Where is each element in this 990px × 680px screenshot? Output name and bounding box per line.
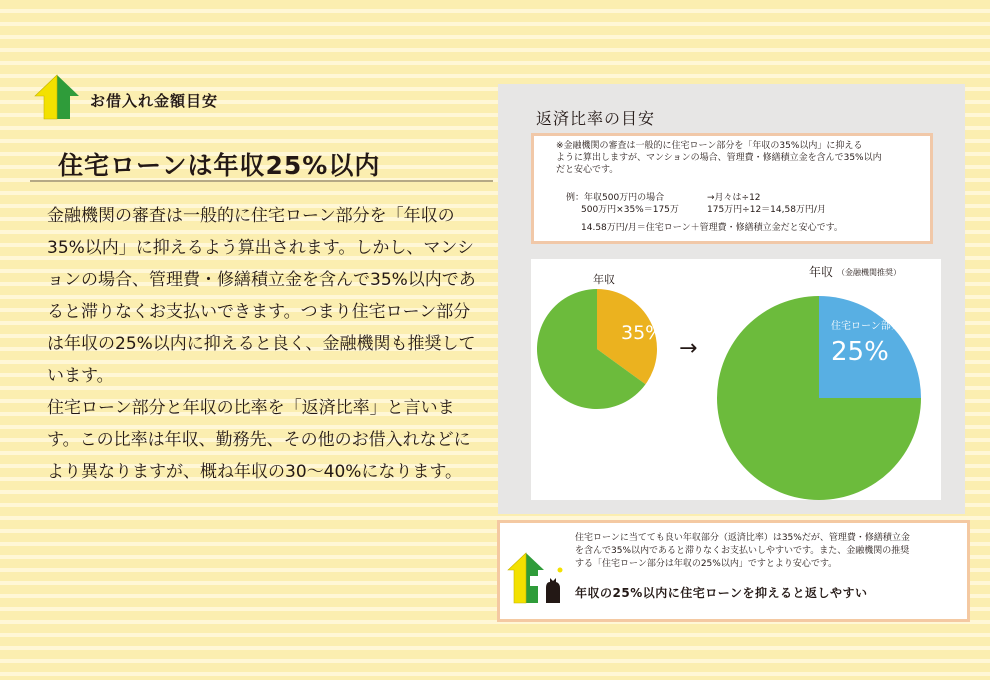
summary-line: する「住宅ローン部分は年収の25%以内」ですとより安心です。 xyxy=(575,559,838,569)
note-line: だと安心です。 xyxy=(556,165,619,175)
note-line: ※金融機関の審査は一般的に住宅ローン部分を「年収の35%以内」に抑える xyxy=(556,141,863,151)
pie-charts xyxy=(531,259,941,500)
panel-title: 返済比率の目安 xyxy=(536,109,656,128)
example-line: 例：年収500万円の場合 xyxy=(566,193,665,203)
arrow-icon: → xyxy=(679,336,698,361)
slice-value-label: 25% xyxy=(831,337,889,367)
note-line: ように算出しますが、マンションの場合、管理費・修繕積立金を含んで35%以内 xyxy=(556,153,882,163)
note-text xyxy=(556,140,926,176)
section-label: お借入れ金額目安 xyxy=(90,92,219,110)
house-arrow-icon xyxy=(34,74,80,120)
pie-subtitle: （金融機関推奨） xyxy=(837,268,901,277)
body-text xyxy=(47,200,487,488)
summary-note xyxy=(575,532,967,571)
slice-label: 住宅ローン部分 xyxy=(831,321,901,332)
pie-title: 年収 xyxy=(809,265,834,279)
example-summary: 14.58万円/月＝住宅ローン＋管理費・修繕積立金だと安心です。 xyxy=(581,223,843,233)
body-paragraph: 金融機関の審査は一般的に住宅ローン部分を「年収の35%以内」に抑えるよう算出されます。しかし、マンションの場合、管理費・修繕積立金を含んで35%以内であると滞りなくお支払いできます。つまり住宅ローン部分は年収の25%以内に抑えると良く、金融機関も推奨しています。 xyxy=(47,206,476,386)
example-left xyxy=(566,192,679,216)
example-line: 175万円÷12＝14,58万円/月 xyxy=(707,205,826,215)
summary-headline: 年収の25%以内に住宅ローンを抑えると返しやすい xyxy=(575,586,868,600)
example-line: →月々は÷12 xyxy=(707,193,761,203)
slice-label: 35% xyxy=(621,322,664,344)
example-right xyxy=(707,192,826,216)
example-line: 500万円×35%＝175万 xyxy=(581,205,679,215)
summary-line: を含んで35%以内であると滞りなくお支払いしやすいです。また、金融機関の推奨 xyxy=(575,546,910,556)
summary-line: 住宅ローンに当てても良い年収部分（返済比率）は35%だが、管理費・修繕積立金 xyxy=(575,533,910,543)
title-divider xyxy=(30,180,493,182)
house-cat-icon xyxy=(506,552,566,604)
pie-chart-current xyxy=(537,289,657,409)
pie-title: 年収 xyxy=(593,273,615,286)
page-title: 住宅ローンは年収25%以内 xyxy=(58,151,381,180)
body-paragraph: 住宅ローン部分と年収の比率を「返済比率」と言います。この比率は年収、勤務先、その他のお借入れなどにより異なりますが、概ね年収の30〜40%になります。 xyxy=(47,398,471,482)
